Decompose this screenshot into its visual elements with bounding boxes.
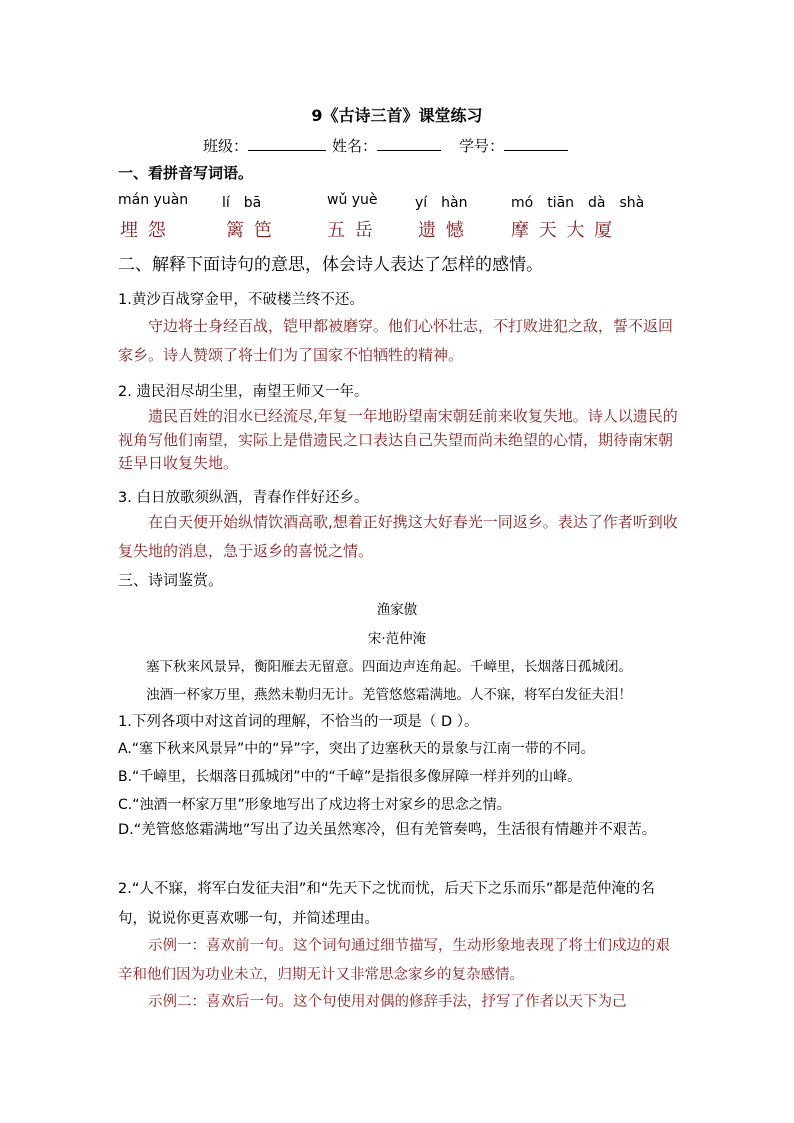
number-field xyxy=(459,135,568,156)
answer-word-2: 篱 笆 xyxy=(226,220,274,241)
number-blank[interactable] xyxy=(504,136,568,151)
answer-word-1: 埋 怨 xyxy=(120,220,168,241)
question-3-1: 1.下列各项中对这首词的理解，不恰当的一项是（ D ）。 xyxy=(118,714,479,730)
question-2-2: 2. 遗民泪尽胡尘里，南望王师又一年。 xyxy=(118,384,369,400)
question-2-1: 1.黄沙百战穿金甲，不破楼兰终不还。 xyxy=(118,292,364,308)
example-answer-2: 示例二：喜欢后一句。这个句使用对偶的修辞手法，抒写了作者以天下为己 xyxy=(148,994,627,1010)
answer-word-3: 五 岳 xyxy=(327,220,375,241)
number-label: 学号： xyxy=(459,137,505,155)
poem-author: 宋·范仲淹 xyxy=(367,631,427,647)
poem-line-2: 浊酒一杯家万里，燕然未勒归无计。羌管悠悠霜满地。人不寐，将军白发征夫泪！ xyxy=(146,687,632,703)
option-b: B.“千嶂里，长烟落日孤城闭”中的“千嶂”是指很多像屏障一样并列的山峰。 xyxy=(118,769,582,785)
pinyin-1: mán yuàn xyxy=(118,192,189,208)
name-blank[interactable] xyxy=(377,136,441,151)
answer-2-1: 守边将士身经百战，铠甲都被磨穿。他们心怀壮志，不打败进犯之敌，誓不返回家乡。诗人赞颂了将士们为了国家不怕牺牲的精神。 xyxy=(118,317,674,364)
question-2-3: 3. 白日放歌须纵酒，青春作伴好还乡。 xyxy=(118,490,369,506)
answer-2-2: 遗民百姓的泪水已经流尽,年复一年地盼望南宋朝廷前来收复失地。诗人以遗民的视角写他们南望，实际上是借遗民之口表达自己失望而尚未绝望的心情，期待南宋朝廷早日收复失地。 xyxy=(118,407,678,472)
class-blank[interactable] xyxy=(248,136,326,151)
answer-2-3: 在白天便开始纵情饮酒高歌,想着正好携这大好春光一同返乡。表达了作者听到收复失地的消息，急于返乡的喜悦之情。 xyxy=(118,513,678,560)
section3-heading: 三、诗词鉴赏。 xyxy=(118,571,224,589)
poem-line-1: 塞下秋来风景异，衡阳雁去无留意。四面边声连角起。千嶂里，长烟落日孤城闭。 xyxy=(146,659,632,675)
pinyin-3: wǔ yuè xyxy=(327,192,378,208)
pinyin-2: lí bā xyxy=(222,195,262,211)
example-answer-1: 示例一：喜欢前一句。这个词句通过细节描写，生动形象地表现了将士们戍边的艰辛和他们因为功业未立，归期无计又非常思念家乡的复杂感情。 xyxy=(118,938,670,983)
name-label: 姓名： xyxy=(332,137,378,155)
class-field xyxy=(203,135,326,156)
option-d: D.“羌管悠悠霜满地”写出了边关虽然寒冷，但有羌管奏鸣，生活很有情趣并不艰苦。 xyxy=(118,822,657,838)
answer-word-4: 遗 憾 xyxy=(418,220,466,241)
pinyin-4: yí hàn xyxy=(415,195,468,211)
section2-heading: 二、解释下面诗句的意思，体会诗人表达了怎样的感情。 xyxy=(118,255,543,275)
name-field xyxy=(332,135,441,156)
pinyin-5: mó tiān dà shà xyxy=(511,195,645,211)
class-label: 班级： xyxy=(203,137,249,155)
poem-title: 渔家傲 xyxy=(376,602,418,618)
answer-word-5: 摩 天 大 厦 xyxy=(511,220,615,241)
page-title: 9《古诗三首》课堂练习 xyxy=(311,106,483,125)
question-3-2: 2.“人不寐，将军白发征夫泪”和“先天下之忧而忧，后天下之乐而乐”都是范仲淹的名句，说说你更喜欢哪一句，并简述理由。 xyxy=(118,881,655,927)
section1-heading: 一、看拼音写词语。 xyxy=(118,164,254,182)
option-a: A.“塞下秋来风景异”中的“异”字，突出了边塞秋天的景象与江南一带的不同。 xyxy=(118,741,595,757)
option-c: C.“浊酒一杯家万里”形象地写出了戍边将士对家乡的思念之情。 xyxy=(118,797,511,813)
